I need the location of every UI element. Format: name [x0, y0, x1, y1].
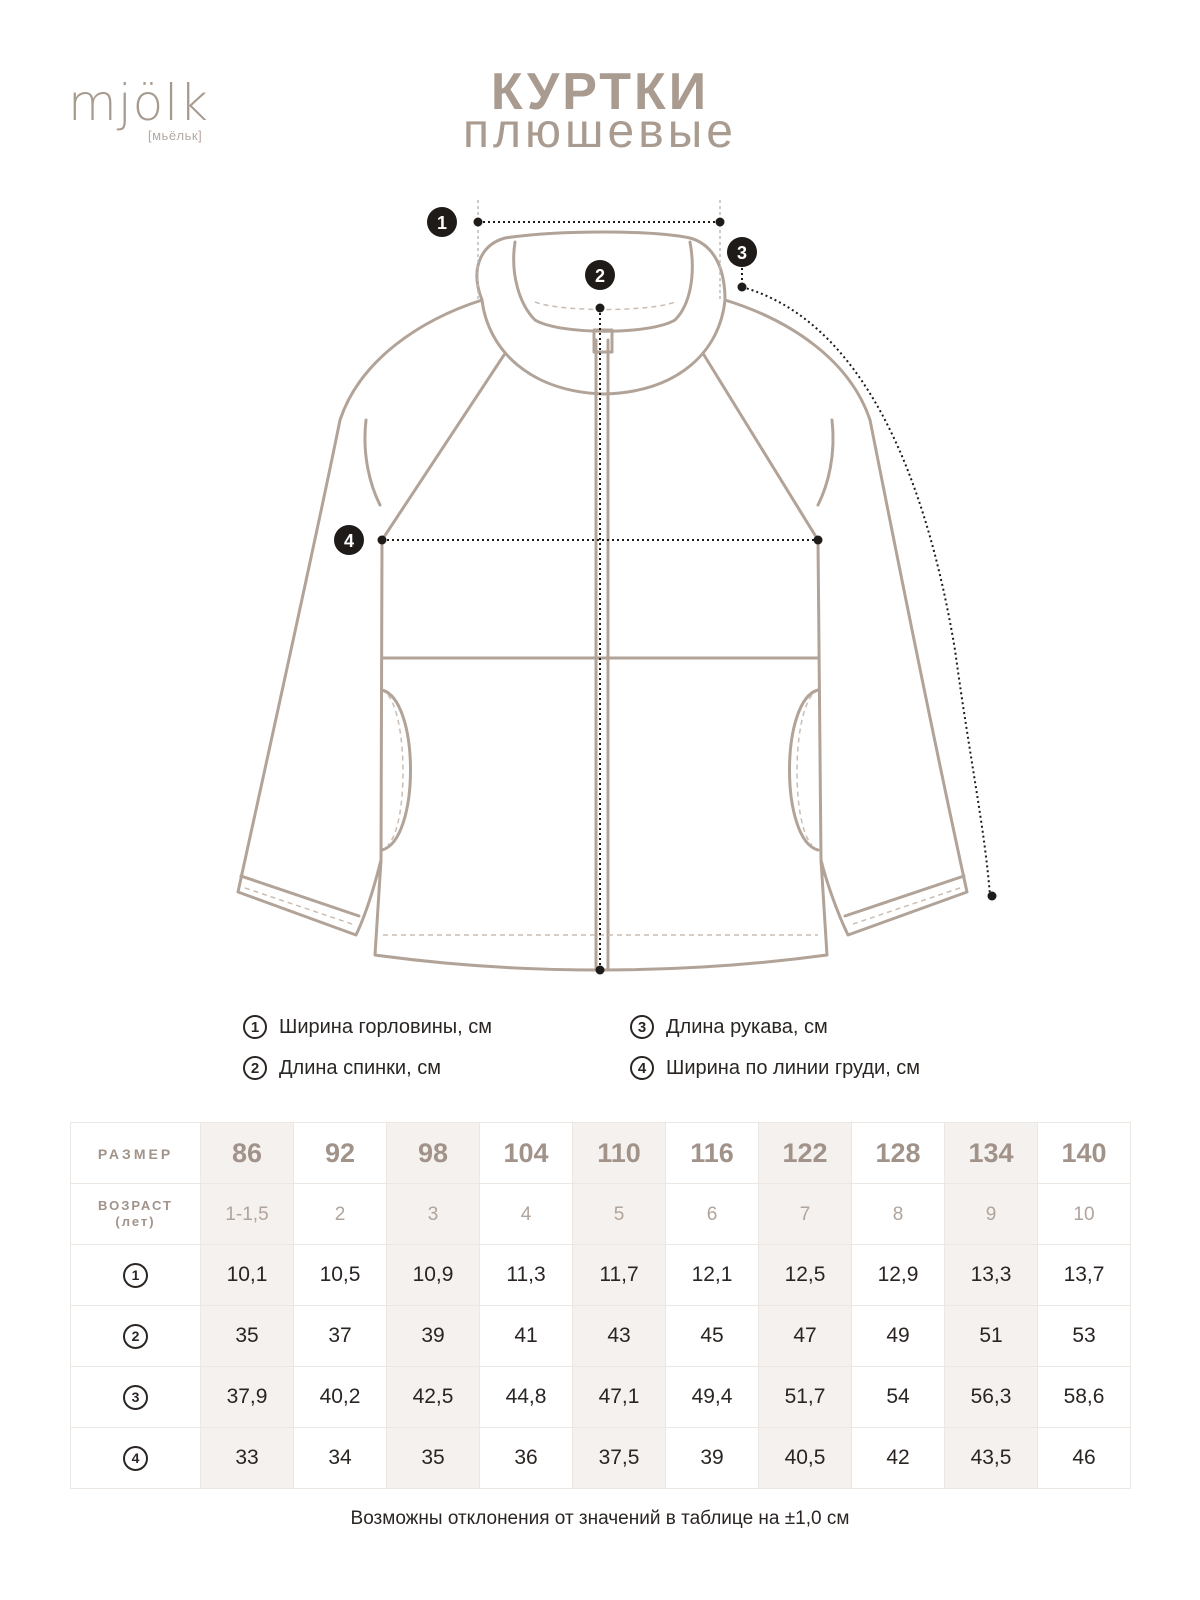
armhole-left [365, 420, 380, 505]
marker-4-label: 4 [343, 531, 355, 551]
jacket-body-outline [238, 300, 967, 970]
measure-value: 12,9 [852, 1245, 945, 1306]
size-value: 98 [417, 1137, 449, 1168]
measure-value: 43 [573, 1306, 666, 1367]
measure-row-header [71, 1245, 201, 1306]
measure-value: 44,8 [480, 1367, 573, 1428]
marker-3-label: 3 [736, 243, 748, 263]
page-subtitle: плюшевые [463, 105, 737, 158]
age-value: 8 [892, 1204, 904, 1225]
measure-line-3 [742, 287, 990, 896]
legend-number-3: 3 [630, 1015, 654, 1039]
measure-value: 49 [852, 1306, 945, 1367]
measure-value: 47,1 [573, 1367, 666, 1428]
measure-value: 51,7 [759, 1367, 852, 1428]
size-cell [294, 1123, 387, 1184]
measure-number-icon: 1 [123, 1263, 148, 1288]
marker-3 [727, 237, 757, 267]
measure-number-icon: 2 [123, 1324, 148, 1349]
legend-number-1: 1 [243, 1015, 267, 1039]
brand-name: mjölk [68, 74, 210, 132]
measure-row-1 [71, 1245, 1131, 1306]
age-value: 2 [334, 1204, 346, 1225]
size-cell [666, 1123, 759, 1184]
age-cell [852, 1184, 945, 1245]
measure-value: 13,7 [1038, 1245, 1131, 1306]
measure-value: 35 [387, 1428, 480, 1489]
size-cell [480, 1123, 573, 1184]
legend-number-2: 2 [243, 1056, 267, 1080]
age-header-unit: (лет) [115, 1214, 156, 1229]
side-seam-left [381, 540, 382, 860]
measure-value: 56,3 [945, 1367, 1038, 1428]
legend-item-4 [630, 1056, 920, 1080]
measure-value: 37,9 [201, 1367, 294, 1428]
page-title: КУРТКИ [490, 63, 710, 121]
measure-value: 11,7 [573, 1245, 666, 1306]
age-header-cell [71, 1184, 201, 1245]
measure-value: 39 [666, 1428, 759, 1489]
size-value: 110 [597, 1137, 641, 1168]
raglan-seam-left [382, 355, 504, 540]
measure-value: 51 [945, 1306, 1038, 1367]
size-table [70, 1122, 1131, 1489]
measure-value: 47 [759, 1306, 852, 1367]
measure-row-2 [71, 1306, 1131, 1367]
legend-item-3 [630, 1015, 828, 1039]
legend-item-2 [243, 1056, 441, 1080]
size-value: 92 [324, 1137, 356, 1168]
age-cell [480, 1184, 573, 1245]
measure-value: 54 [852, 1367, 945, 1428]
zipper [596, 340, 608, 968]
measure-value: 10,1 [201, 1245, 294, 1306]
measure-value: 40,5 [759, 1428, 852, 1489]
measure-value: 40,2 [294, 1367, 387, 1428]
age-cell [759, 1184, 852, 1245]
legend-text-4: Ширина по линии груди, см [666, 1056, 921, 1079]
measure-value: 49,4 [666, 1367, 759, 1428]
measure-row-header [71, 1367, 201, 1428]
size-cell [759, 1123, 852, 1184]
measure-value: 53 [1038, 1306, 1131, 1367]
size-cell [1038, 1123, 1131, 1184]
measure-value: 58,6 [1038, 1367, 1131, 1428]
age-value: 5 [613, 1204, 625, 1225]
measure-value: 12,1 [666, 1245, 759, 1306]
footnote: Возможны отклонения от значений в таблице на ±1,0 см [350, 1508, 850, 1529]
measure-value: 13,3 [945, 1245, 1038, 1306]
age-value: 1-1,5 [225, 1204, 269, 1225]
measure-value: 34 [294, 1428, 387, 1489]
measure-row-3 [71, 1367, 1131, 1428]
legend-text-1: Ширина горловины, см [279, 1015, 493, 1038]
measure-value: 39 [387, 1306, 480, 1367]
marker-1 [427, 207, 457, 237]
size-cell [852, 1123, 945, 1184]
size-header-cell [71, 1123, 201, 1184]
age-cell [201, 1184, 294, 1245]
age-cell [573, 1184, 666, 1245]
measure-value: 10,9 [387, 1245, 480, 1306]
size-cell [387, 1123, 480, 1184]
age-cell [387, 1184, 480, 1245]
raglan-seam-right [704, 355, 818, 540]
measure-number-icon: 4 [123, 1446, 148, 1471]
measure-value: 33 [201, 1428, 294, 1489]
measure-value: 10,5 [294, 1245, 387, 1306]
cuff-right [845, 876, 964, 916]
measure-number-icon: 3 [123, 1385, 148, 1410]
age-row [71, 1184, 1131, 1245]
measure-value: 43,5 [945, 1428, 1038, 1489]
marker-4 [334, 525, 364, 555]
legend-text-3: Длина рукава, см [666, 1015, 828, 1038]
size-value: 104 [503, 1137, 549, 1168]
age-cell [945, 1184, 1038, 1245]
size-value: 128 [875, 1137, 921, 1168]
measure-value: 37,5 [573, 1428, 666, 1489]
size-value: 122 [782, 1137, 828, 1168]
measure-value: 12,5 [759, 1245, 852, 1306]
marker-2-label: 2 [594, 266, 606, 286]
measure-value: 11,3 [480, 1245, 573, 1306]
measure-value: 46 [1038, 1428, 1131, 1489]
age-header-label: ВОЗРАСТ [98, 1198, 173, 1213]
measure-row-header [71, 1306, 201, 1367]
legend-number-4: 4 [630, 1056, 654, 1080]
size-cell [201, 1123, 294, 1184]
age-value: 6 [706, 1204, 718, 1225]
measure-row-header [71, 1428, 201, 1489]
age-value: 10 [1073, 1204, 1095, 1225]
cuff-left [241, 876, 359, 916]
measure-row-4 [71, 1428, 1131, 1489]
armhole-right [818, 420, 833, 505]
size-cell [945, 1123, 1038, 1184]
marker-2 [585, 260, 615, 290]
age-cell [1038, 1184, 1131, 1245]
size-row [71, 1123, 1131, 1184]
marker-1-label: 1 [436, 213, 448, 233]
side-seam-right [818, 540, 821, 860]
measure-value: 45 [666, 1306, 759, 1367]
age-value: 9 [985, 1204, 997, 1225]
size-header-label: РАЗМЕР [97, 1146, 174, 1162]
age-value: 7 [799, 1204, 811, 1225]
measure-value: 42 [852, 1428, 945, 1489]
legend-item-1 [243, 1015, 492, 1039]
measure-value: 37 [294, 1306, 387, 1367]
age-cell [294, 1184, 387, 1245]
measure-value: 35 [201, 1306, 294, 1367]
age-value: 4 [520, 1204, 532, 1225]
legend-text-2: Длина спинки, см [279, 1056, 441, 1079]
size-value: 140 [1061, 1137, 1107, 1168]
measure-value: 36 [480, 1428, 573, 1489]
age-cell [666, 1184, 759, 1245]
size-value: 134 [968, 1137, 1014, 1168]
age-value: 3 [427, 1204, 439, 1225]
brand-subtitle: [мьёльк] [148, 128, 203, 143]
size-value: 86 [231, 1137, 263, 1168]
size-cell [573, 1123, 666, 1184]
size-value: 116 [690, 1137, 734, 1168]
measure-value: 42,5 [387, 1367, 480, 1428]
measure-value: 41 [480, 1306, 573, 1367]
